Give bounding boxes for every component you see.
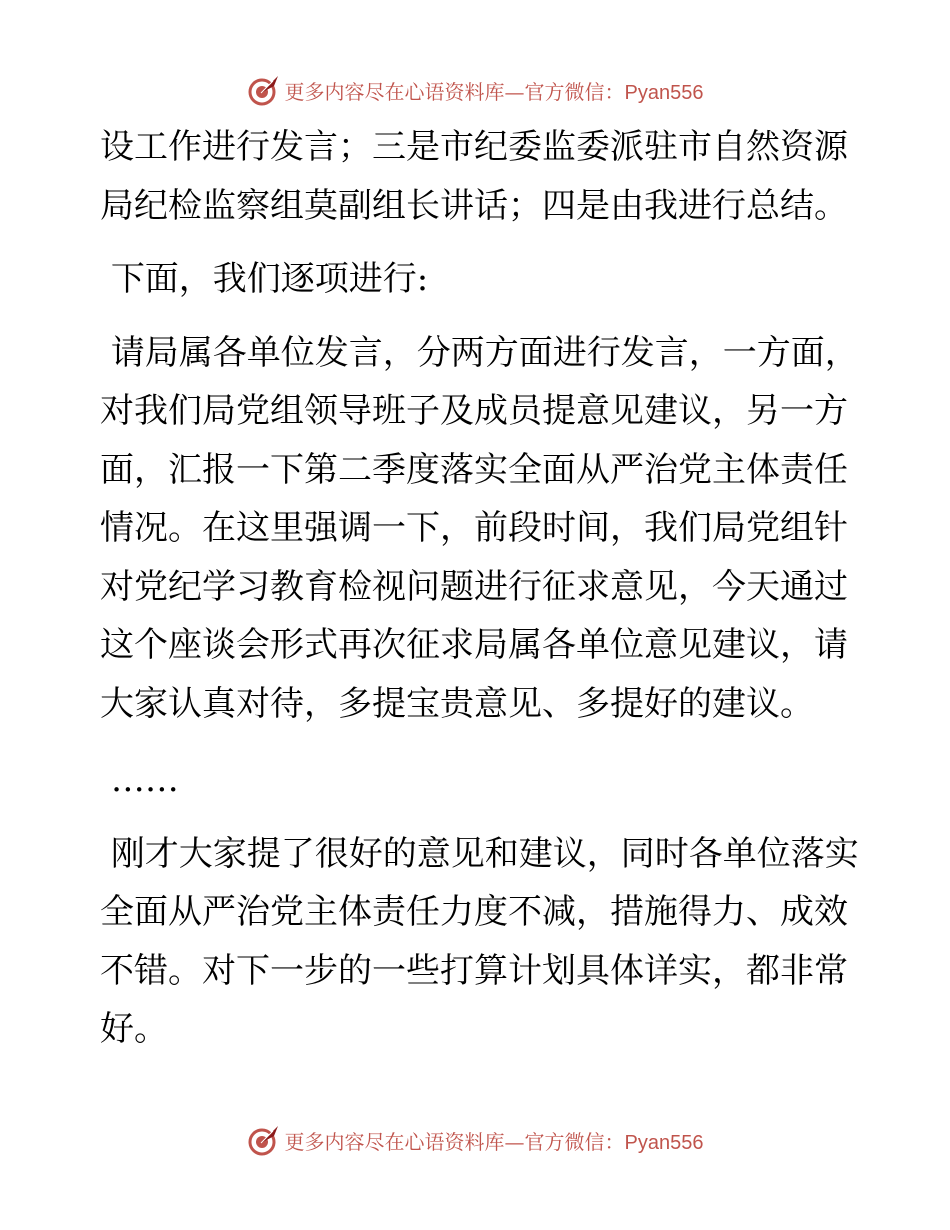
watermark-contact: 官方微信： [524, 1129, 625, 1154]
document-body [100, 118, 860, 1059]
watermark-contact: 官方微信： [524, 79, 625, 104]
watermark-id: Pyan556 [624, 81, 704, 104]
header-watermark [0, 70, 950, 110]
paragraph-ellipsis: …… [100, 760, 179, 800]
watermark-id: Pyan556 [624, 1131, 704, 1154]
watermark-separator: — [504, 1129, 525, 1154]
watermark-brand: 更多内容尽在心语资料库 [284, 1129, 505, 1154]
quill-logo-icon [247, 73, 281, 107]
quill-logo-icon [247, 1123, 281, 1157]
footer-watermark [0, 1120, 950, 1160]
paragraph-4: 刚才大家提了很好的意见和建议，同时各单位落实全面从严治党主体责任力度不减，措施得力、成效不错。对下一步的一些打算计划具体详实，都非常好。 [100, 833, 859, 1049]
watermark-separator: — [504, 79, 525, 104]
paragraph-2: 下面，我们逐项进行: [100, 259, 429, 299]
watermark-brand: 更多内容尽在心语资料库 [284, 79, 505, 104]
paragraph-1: 设工作进行发言；三是市纪委监委派驻市自然资源局纪检监察组莫副组长讲话；四是由我进行总结。 [100, 127, 848, 226]
watermark-text [285, 76, 704, 105]
watermark-text [285, 1126, 704, 1155]
paragraph-3: 请局属各单位发言，分两方面进行发言，一方面，对我们局党组领导班子及成员提意见建议，另一方面，汇报一下第二季度落实全面从严治党主体责任情况。在这里强调一下，前段时间，我们局党组针对党纪学习教育检视问题进行征求意见，今天通过这个座谈会形式再次征求局属各单位意见建议，请大家认真对待，多提宝贵意见、多提好的建议。 [100, 332, 859, 724]
